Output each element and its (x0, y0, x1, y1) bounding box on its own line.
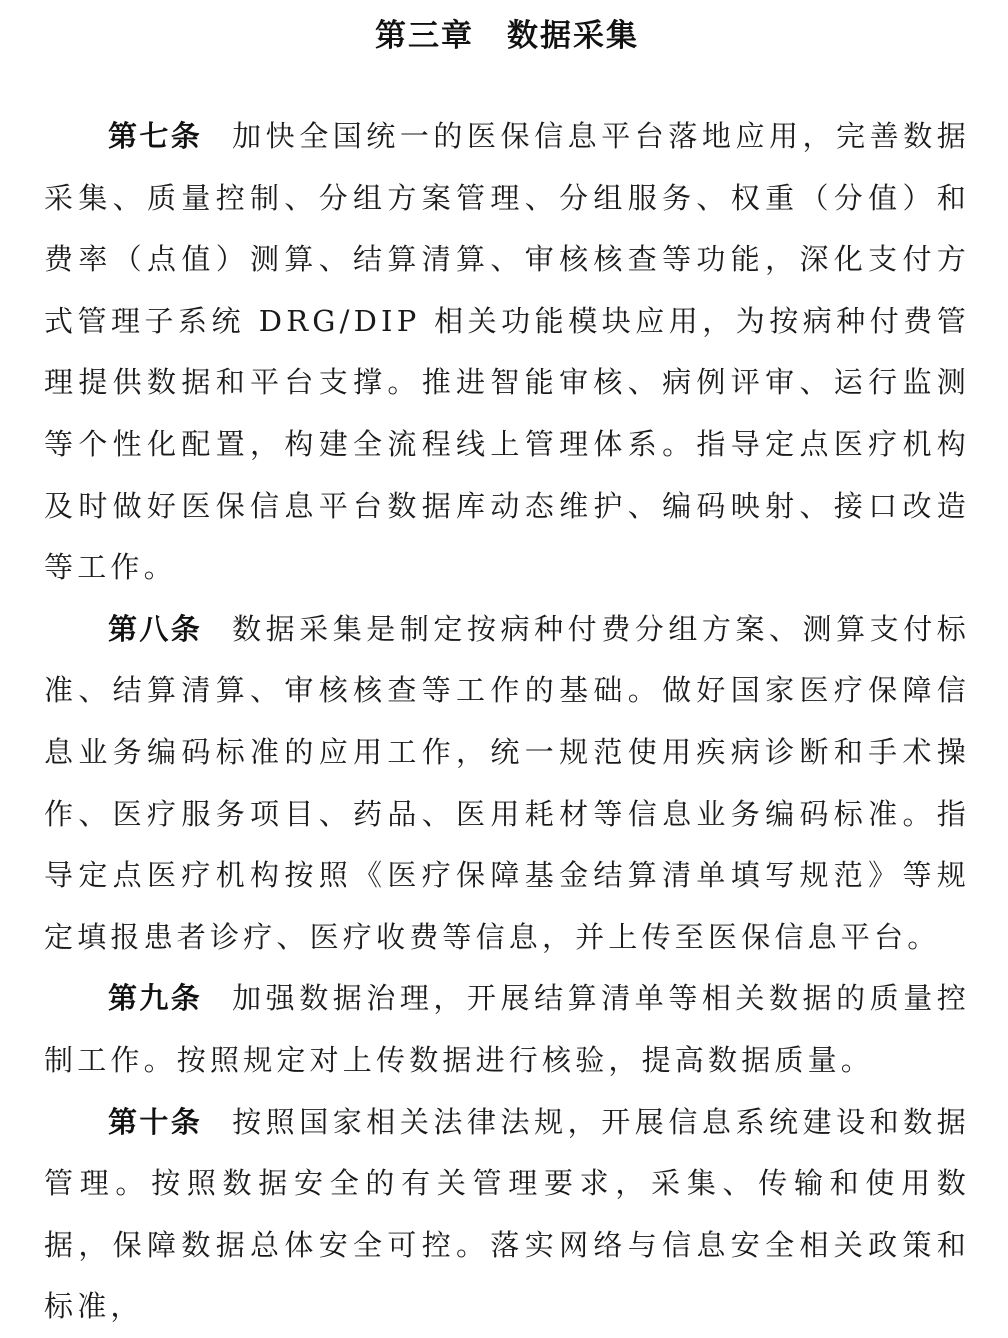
article-10 (44, 1092, 970, 1338)
article-9 (44, 968, 970, 1091)
article-label: 第七条 (108, 119, 203, 153)
article-text: 加强数据治理，开展结算清单等相关数据的质量控制工作。按照规定对上传数据进行核验，提高数据质量。 (44, 981, 970, 1077)
article-7 (44, 106, 970, 599)
article-text: 按照国家相关法律法规，开展信息系统建设和数据管理。按照数据安全的有关管理要求，采集、传输和使用数据，保障数据总体安全可控。落实网络与信息安全相关政策和标准， (44, 1104, 970, 1324)
chapter-title: 第三章 数据采集 (375, 18, 639, 54)
article-text: 数据采集是制定按病种付费分组方案、测算支付标准、结算清算、审核核查等工作的基础。做好国家医疗保障信息业务编码标准的应用工作，统一规范使用疾病诊断和手术操作、医疗服务项目、药品、医用耗材等信息业务编码标准。指导定点医疗机构按照《医疗保障基金结算清单填写规范》等规定填报患者诊疗、医疗收费等信息，并上传至医保信息平台。 (44, 611, 970, 954)
article-label: 第九条 (108, 981, 203, 1016)
article-8 (44, 599, 970, 969)
article-text: 加快全国统一的医保信息平台落地应用，完善数据采集、质量控制、分组方案管理、分组服务、权重（分值）和费率（点值）测算、结算清算、审核核查等功能，深化支付方式管理子系统 DRG/DIP 相关功能模块应用，为按病种付费管理提供数据和平台支撑。推进智能审核、病例评审、运行监测等个性化配置，构建全流程线上管理体系。指导定点医疗机构及时做好医保信息平台数据库动态维护、编码映射、接口改造等工作。 (44, 119, 970, 585)
article-label: 第十条 (108, 1104, 203, 1139)
article-label: 第八条 (108, 611, 203, 646)
